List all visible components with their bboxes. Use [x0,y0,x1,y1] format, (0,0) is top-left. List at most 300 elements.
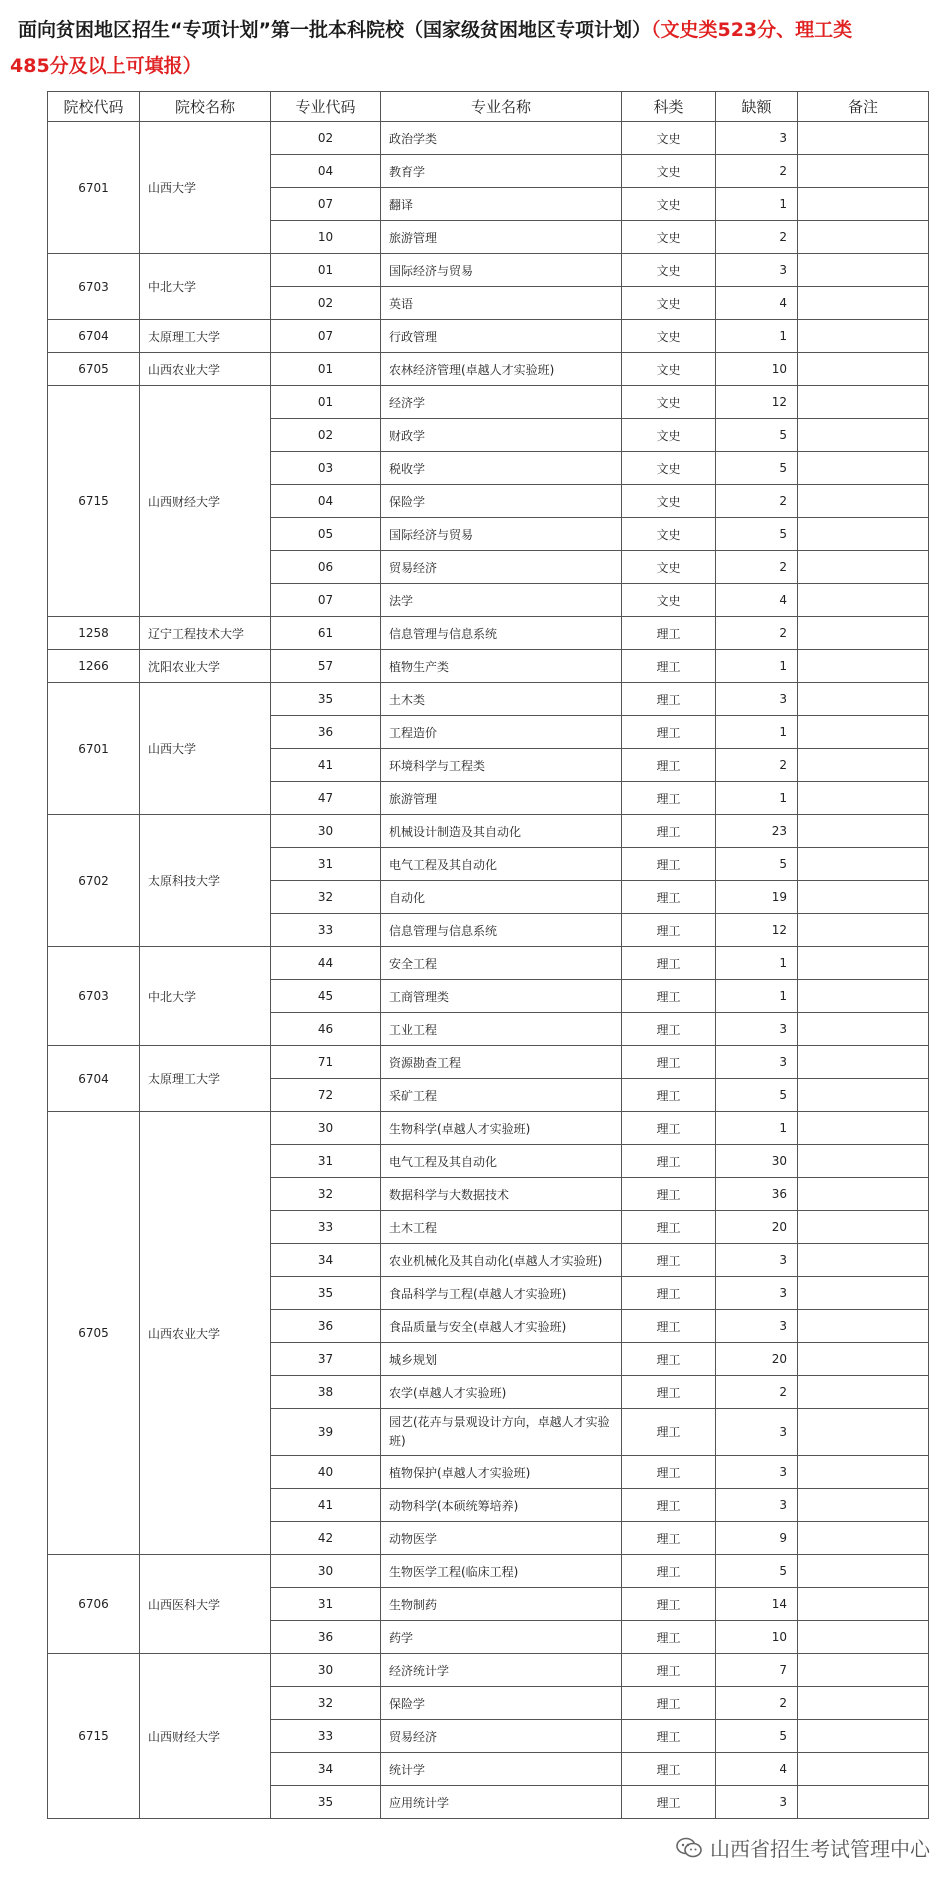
category-cell: 理工 [622,1720,716,1753]
major-code-cell: 33 [271,1720,381,1753]
major-name-cell: 农学(卓越人才实验班) [381,1376,622,1409]
major-code-cell: 38 [271,1376,381,1409]
remarks-cell [798,1621,929,1654]
major-code-cell: 31 [271,848,381,881]
remarks-cell [798,947,929,980]
school-code-cell: 6701 [48,683,140,815]
school-name-cell: 山西农业大学 [140,353,271,386]
major-code-cell: 61 [271,617,381,650]
major-name-cell: 自动化 [381,881,622,914]
major-name-cell: 英语 [381,287,622,320]
vacancy-cell: 19 [716,881,798,914]
vacancy-cell: 5 [716,848,798,881]
vacancy-cell: 2 [716,749,798,782]
remarks-cell [798,1145,929,1178]
school-code-cell: 6705 [48,1112,140,1555]
school-name-cell: 山西医科大学 [140,1555,271,1654]
major-code-cell: 30 [271,815,381,848]
major-name-cell: 保险学 [381,1687,622,1720]
table-row [48,386,929,419]
remarks-cell [798,1112,929,1145]
category-cell: 理工 [622,848,716,881]
major-name-cell: 资源勘查工程 [381,1046,622,1079]
remarks-cell [798,518,929,551]
table-row [48,1654,929,1687]
major-code-cell: 04 [271,485,381,518]
category-cell: 理工 [622,1046,716,1079]
major-name-cell: 采矿工程 [381,1079,622,1112]
remarks-cell [798,881,929,914]
table-row [48,947,929,980]
major-name-cell: 电气工程及其自动化 [381,848,622,881]
page-title [10,12,934,84]
watermark-text: 山西省招生考试管理中心 [710,1837,930,1861]
major-code-cell: 30 [271,1112,381,1145]
category-cell: 理工 [622,1376,716,1409]
vacancy-cell: 3 [716,1046,798,1079]
table-row [48,815,929,848]
category-cell: 理工 [622,716,716,749]
category-cell: 理工 [622,1277,716,1310]
vacancy-cell: 3 [716,254,798,287]
vacancy-cell: 5 [716,1555,798,1588]
major-name-cell: 国际经济与贸易 [381,518,622,551]
category-cell: 理工 [622,1310,716,1343]
category-cell: 文史 [622,452,716,485]
vacancy-cell: 36 [716,1178,798,1211]
remarks-cell [798,155,929,188]
major-code-cell: 02 [271,122,381,155]
category-cell: 理工 [622,1753,716,1786]
major-name-cell: 农林经济管理(卓越人才实验班) [381,353,622,386]
table-row [48,1112,929,1145]
remarks-cell [798,1178,929,1211]
category-cell: 理工 [622,947,716,980]
school-name-cell: 山西财经大学 [140,386,271,617]
major-code-cell: 41 [271,749,381,782]
remarks-cell [798,815,929,848]
major-code-cell: 41 [271,1489,381,1522]
major-name-cell: 税收学 [381,452,622,485]
vacancy-cell: 5 [716,518,798,551]
remarks-cell [798,353,929,386]
vacancy-cell: 30 [716,1145,798,1178]
category-cell: 理工 [622,1409,716,1456]
remarks-cell [798,1588,929,1621]
wechat-icon [676,1837,702,1859]
vacancy-cell: 3 [716,1456,798,1489]
table-row [48,254,929,287]
major-code-cell: 10 [271,221,381,254]
vacancy-cell: 2 [716,155,798,188]
title-note-part2: 485分及以上可填报） [10,55,202,77]
school-code-cell: 6705 [48,353,140,386]
remarks-cell [798,287,929,320]
major-code-cell: 02 [271,287,381,320]
school-name-cell: 中北大学 [140,947,271,1046]
category-cell: 理工 [622,683,716,716]
school-name-cell: 沈阳农业大学 [140,650,271,683]
header-school-code: 院校代码 [48,92,140,122]
remarks-cell [798,1555,929,1588]
vacancy-cell: 2 [716,1376,798,1409]
major-code-cell: 44 [271,947,381,980]
category-cell: 理工 [622,1522,716,1555]
category-cell: 理工 [622,1112,716,1145]
remarks-cell [798,1654,929,1687]
major-name-cell: 食品科学与工程(卓越人才实验班) [381,1277,622,1310]
major-code-cell: 42 [271,1522,381,1555]
header-category: 科类 [622,92,716,122]
vacancy-cell: 14 [716,1588,798,1621]
remarks-cell [798,584,929,617]
major-name-cell: 工业工程 [381,1013,622,1046]
school-name-cell: 太原理工大学 [140,1046,271,1112]
category-cell: 文史 [622,287,716,320]
major-name-cell: 教育学 [381,155,622,188]
remarks-cell [798,716,929,749]
category-cell: 理工 [622,1079,716,1112]
category-cell: 文史 [622,551,716,584]
table-row [48,320,929,353]
remarks-cell [798,1244,929,1277]
school-name-cell: 山西大学 [140,122,271,254]
major-code-cell: 47 [271,782,381,815]
remarks-cell [798,980,929,1013]
major-name-cell: 财政学 [381,419,622,452]
remarks-cell [798,1046,929,1079]
school-code-cell: 6706 [48,1555,140,1654]
vacancy-cell: 1 [716,650,798,683]
major-name-cell: 统计学 [381,1753,622,1786]
vacancy-cell: 4 [716,287,798,320]
major-name-cell: 行政管理 [381,320,622,353]
remarks-cell [798,848,929,881]
remarks-cell [798,1456,929,1489]
remarks-cell [798,188,929,221]
category-cell: 文史 [622,353,716,386]
vacancy-cell: 5 [716,1720,798,1753]
vacancy-cell: 4 [716,584,798,617]
major-code-cell: 02 [271,419,381,452]
category-cell: 文史 [622,221,716,254]
major-code-cell: 32 [271,881,381,914]
category-cell: 理工 [622,1343,716,1376]
category-cell: 文史 [622,584,716,617]
vacancy-cell: 1 [716,980,798,1013]
category-cell: 理工 [622,782,716,815]
table-row [48,617,929,650]
major-name-cell: 动物医学 [381,1522,622,1555]
remarks-cell [798,320,929,353]
vacancy-cell: 3 [716,1310,798,1343]
table-row [48,1046,929,1079]
vacancy-cell: 5 [716,1079,798,1112]
school-name-cell: 山西财经大学 [140,1654,271,1819]
school-code-cell: 6703 [48,947,140,1046]
major-code-cell: 01 [271,254,381,287]
header-school-name: 院校名称 [140,92,271,122]
category-cell: 理工 [622,1621,716,1654]
major-name-cell: 工程造价 [381,716,622,749]
remarks-cell [798,1786,929,1819]
major-code-cell: 36 [271,1310,381,1343]
remarks-cell [798,1409,929,1456]
vacancy-cell: 2 [716,485,798,518]
category-cell: 文史 [622,386,716,419]
remarks-cell [798,617,929,650]
category-cell: 理工 [622,617,716,650]
remarks-cell [798,1343,929,1376]
title-note-part1: （文史类523分、理工类 [650,19,853,41]
major-code-cell: 05 [271,518,381,551]
vacancy-cell: 2 [716,551,798,584]
category-cell: 文史 [622,518,716,551]
major-code-cell: 07 [271,320,381,353]
category-cell: 理工 [622,980,716,1013]
major-code-cell: 45 [271,980,381,1013]
major-name-cell: 信息管理与信息系统 [381,617,622,650]
remarks-cell [798,1310,929,1343]
vacancy-cell: 3 [716,1409,798,1456]
category-cell: 理工 [622,1588,716,1621]
vacancy-cell: 3 [716,1013,798,1046]
major-name-cell: 生物医学工程(临床工程) [381,1555,622,1588]
vacancy-cell: 12 [716,386,798,419]
remarks-cell [798,1079,929,1112]
major-code-cell: 33 [271,1211,381,1244]
vacancy-cell: 1 [716,320,798,353]
category-cell: 理工 [622,1654,716,1687]
major-code-cell: 32 [271,1178,381,1211]
header-major-code: 专业代码 [271,92,381,122]
table-row [48,122,929,155]
vacancy-cell: 2 [716,221,798,254]
major-code-cell: 31 [271,1588,381,1621]
remarks-cell [798,386,929,419]
major-name-cell: 植物保护(卓越人才实验班) [381,1456,622,1489]
major-name-cell: 贸易经济 [381,1720,622,1753]
school-code-cell: 6704 [48,1046,140,1112]
major-code-cell: 46 [271,1013,381,1046]
major-name-cell: 工商管理类 [381,980,622,1013]
table-row [48,353,929,386]
major-name-cell: 经济统计学 [381,1654,622,1687]
table-header-row [48,92,929,122]
major-name-cell: 植物生产类 [381,650,622,683]
vacancy-cell: 3 [716,122,798,155]
vacancy-cell: 1 [716,716,798,749]
major-name-cell: 生物科学(卓越人才实验班) [381,1112,622,1145]
remarks-cell [798,650,929,683]
vacancy-cell: 3 [716,1786,798,1819]
major-name-cell: 翻译 [381,188,622,221]
vacancy-cell: 4 [716,1753,798,1786]
remarks-cell [798,485,929,518]
remarks-cell [798,122,929,155]
vacancy-cell: 5 [716,452,798,485]
major-code-cell: 72 [271,1079,381,1112]
vacancy-cell: 3 [716,1244,798,1277]
category-cell: 理工 [622,1013,716,1046]
major-name-cell: 农业机械化及其自动化(卓越人才实验班) [381,1244,622,1277]
major-name-cell: 机械设计制造及其自动化 [381,815,622,848]
category-cell: 理工 [622,914,716,947]
remarks-cell [798,1753,929,1786]
major-name-cell: 国际经济与贸易 [381,254,622,287]
major-code-cell: 35 [271,1786,381,1819]
remarks-cell [798,749,929,782]
header-remarks: 备注 [798,92,929,122]
admission-plan-table [47,91,929,1819]
vacancy-cell: 20 [716,1343,798,1376]
major-name-cell: 土木工程 [381,1211,622,1244]
header-vacancy: 缺额 [716,92,798,122]
major-name-cell: 旅游管理 [381,782,622,815]
major-code-cell: 01 [271,353,381,386]
vacancy-cell: 3 [716,1277,798,1310]
category-cell: 理工 [622,1145,716,1178]
major-name-cell: 数据科学与大数据技术 [381,1178,622,1211]
vacancy-cell: 2 [716,1687,798,1720]
school-code-cell: 6715 [48,386,140,617]
category-cell: 理工 [622,1178,716,1211]
vacancy-cell: 3 [716,1489,798,1522]
school-name-cell: 太原科技大学 [140,815,271,947]
major-code-cell: 35 [271,1277,381,1310]
remarks-cell [798,1720,929,1753]
school-code-cell: 6715 [48,1654,140,1819]
remarks-cell [798,1522,929,1555]
category-cell: 文史 [622,122,716,155]
major-name-cell: 安全工程 [381,947,622,980]
school-code-cell: 1258 [48,617,140,650]
major-name-cell: 城乡规划 [381,1343,622,1376]
major-code-cell: 07 [271,188,381,221]
major-code-cell: 01 [271,386,381,419]
remarks-cell [798,683,929,716]
vacancy-cell: 1 [716,188,798,221]
major-code-cell: 30 [271,1555,381,1588]
category-cell: 文史 [622,320,716,353]
category-cell: 文史 [622,485,716,518]
major-code-cell: 71 [271,1046,381,1079]
vacancy-cell: 10 [716,1621,798,1654]
vacancy-cell: 9 [716,1522,798,1555]
category-cell: 理工 [622,650,716,683]
school-code-cell: 1266 [48,650,140,683]
school-name-cell: 山西农业大学 [140,1112,271,1555]
category-cell: 文史 [622,155,716,188]
major-name-cell: 药学 [381,1621,622,1654]
major-code-cell: 31 [271,1145,381,1178]
remarks-cell [798,1277,929,1310]
remarks-cell [798,1489,929,1522]
school-code-cell: 6701 [48,122,140,254]
category-cell: 理工 [622,1244,716,1277]
school-code-cell: 6702 [48,815,140,947]
remarks-cell [798,1687,929,1720]
school-code-cell: 6704 [48,320,140,353]
school-name-cell: 辽宁工程技术大学 [140,617,271,650]
vacancy-cell: 10 [716,353,798,386]
school-name-cell: 山西大学 [140,683,271,815]
category-cell: 理工 [622,881,716,914]
major-name-cell: 生物制药 [381,1588,622,1621]
category-cell: 理工 [622,815,716,848]
major-code-cell: 07 [271,584,381,617]
major-name-cell: 环境科学与工程类 [381,749,622,782]
category-cell: 理工 [622,1786,716,1819]
table-row [48,1555,929,1588]
major-code-cell: 39 [271,1409,381,1456]
table-row [48,650,929,683]
major-name-cell: 经济学 [381,386,622,419]
category-cell: 理工 [622,1687,716,1720]
vacancy-cell: 20 [716,1211,798,1244]
major-name-cell: 旅游管理 [381,221,622,254]
title-main: 面向贫困地区招生“专项计划”第一批本科院校（国家级贫困地区专项计划） [18,19,651,41]
table-body [48,122,929,1819]
major-code-cell: 30 [271,1654,381,1687]
category-cell: 理工 [622,1555,716,1588]
major-code-cell: 03 [271,452,381,485]
category-cell: 理工 [622,1211,716,1244]
table-row [48,683,929,716]
major-code-cell: 36 [271,1621,381,1654]
major-name-cell: 园艺(花卉与景观设计方向，卓越人才实验班) [381,1409,622,1456]
remarks-cell [798,452,929,485]
major-name-cell: 应用统计学 [381,1786,622,1819]
vacancy-cell: 1 [716,782,798,815]
remarks-cell [798,221,929,254]
major-code-cell: 36 [271,716,381,749]
major-code-cell: 57 [271,650,381,683]
category-cell: 理工 [622,1456,716,1489]
major-name-cell: 土木类 [381,683,622,716]
major-name-cell: 动物科学(本硕统筹培养) [381,1489,622,1522]
school-code-cell: 6703 [48,254,140,320]
major-code-cell: 40 [271,1456,381,1489]
school-name-cell: 中北大学 [140,254,271,320]
header-major-name: 专业名称 [381,92,622,122]
major-name-cell: 食品质量与安全(卓越人才实验班) [381,1310,622,1343]
category-cell: 文史 [622,188,716,221]
remarks-cell [798,551,929,584]
major-name-cell: 信息管理与信息系统 [381,914,622,947]
remarks-cell [798,1376,929,1409]
major-code-cell: 32 [271,1687,381,1720]
major-name-cell: 政治学类 [381,122,622,155]
vacancy-cell: 12 [716,914,798,947]
watermark [676,1833,930,1862]
vacancy-cell: 1 [716,947,798,980]
vacancy-cell: 23 [716,815,798,848]
major-code-cell: 35 [271,683,381,716]
vacancy-cell: 7 [716,1654,798,1687]
major-code-cell: 37 [271,1343,381,1376]
major-name-cell: 法学 [381,584,622,617]
major-code-cell: 06 [271,551,381,584]
remarks-cell [798,1013,929,1046]
vacancy-cell: 2 [716,617,798,650]
category-cell: 理工 [622,749,716,782]
major-name-cell: 贸易经济 [381,551,622,584]
category-cell: 理工 [622,1489,716,1522]
remarks-cell [798,914,929,947]
major-name-cell: 保险学 [381,485,622,518]
major-code-cell: 04 [271,155,381,188]
